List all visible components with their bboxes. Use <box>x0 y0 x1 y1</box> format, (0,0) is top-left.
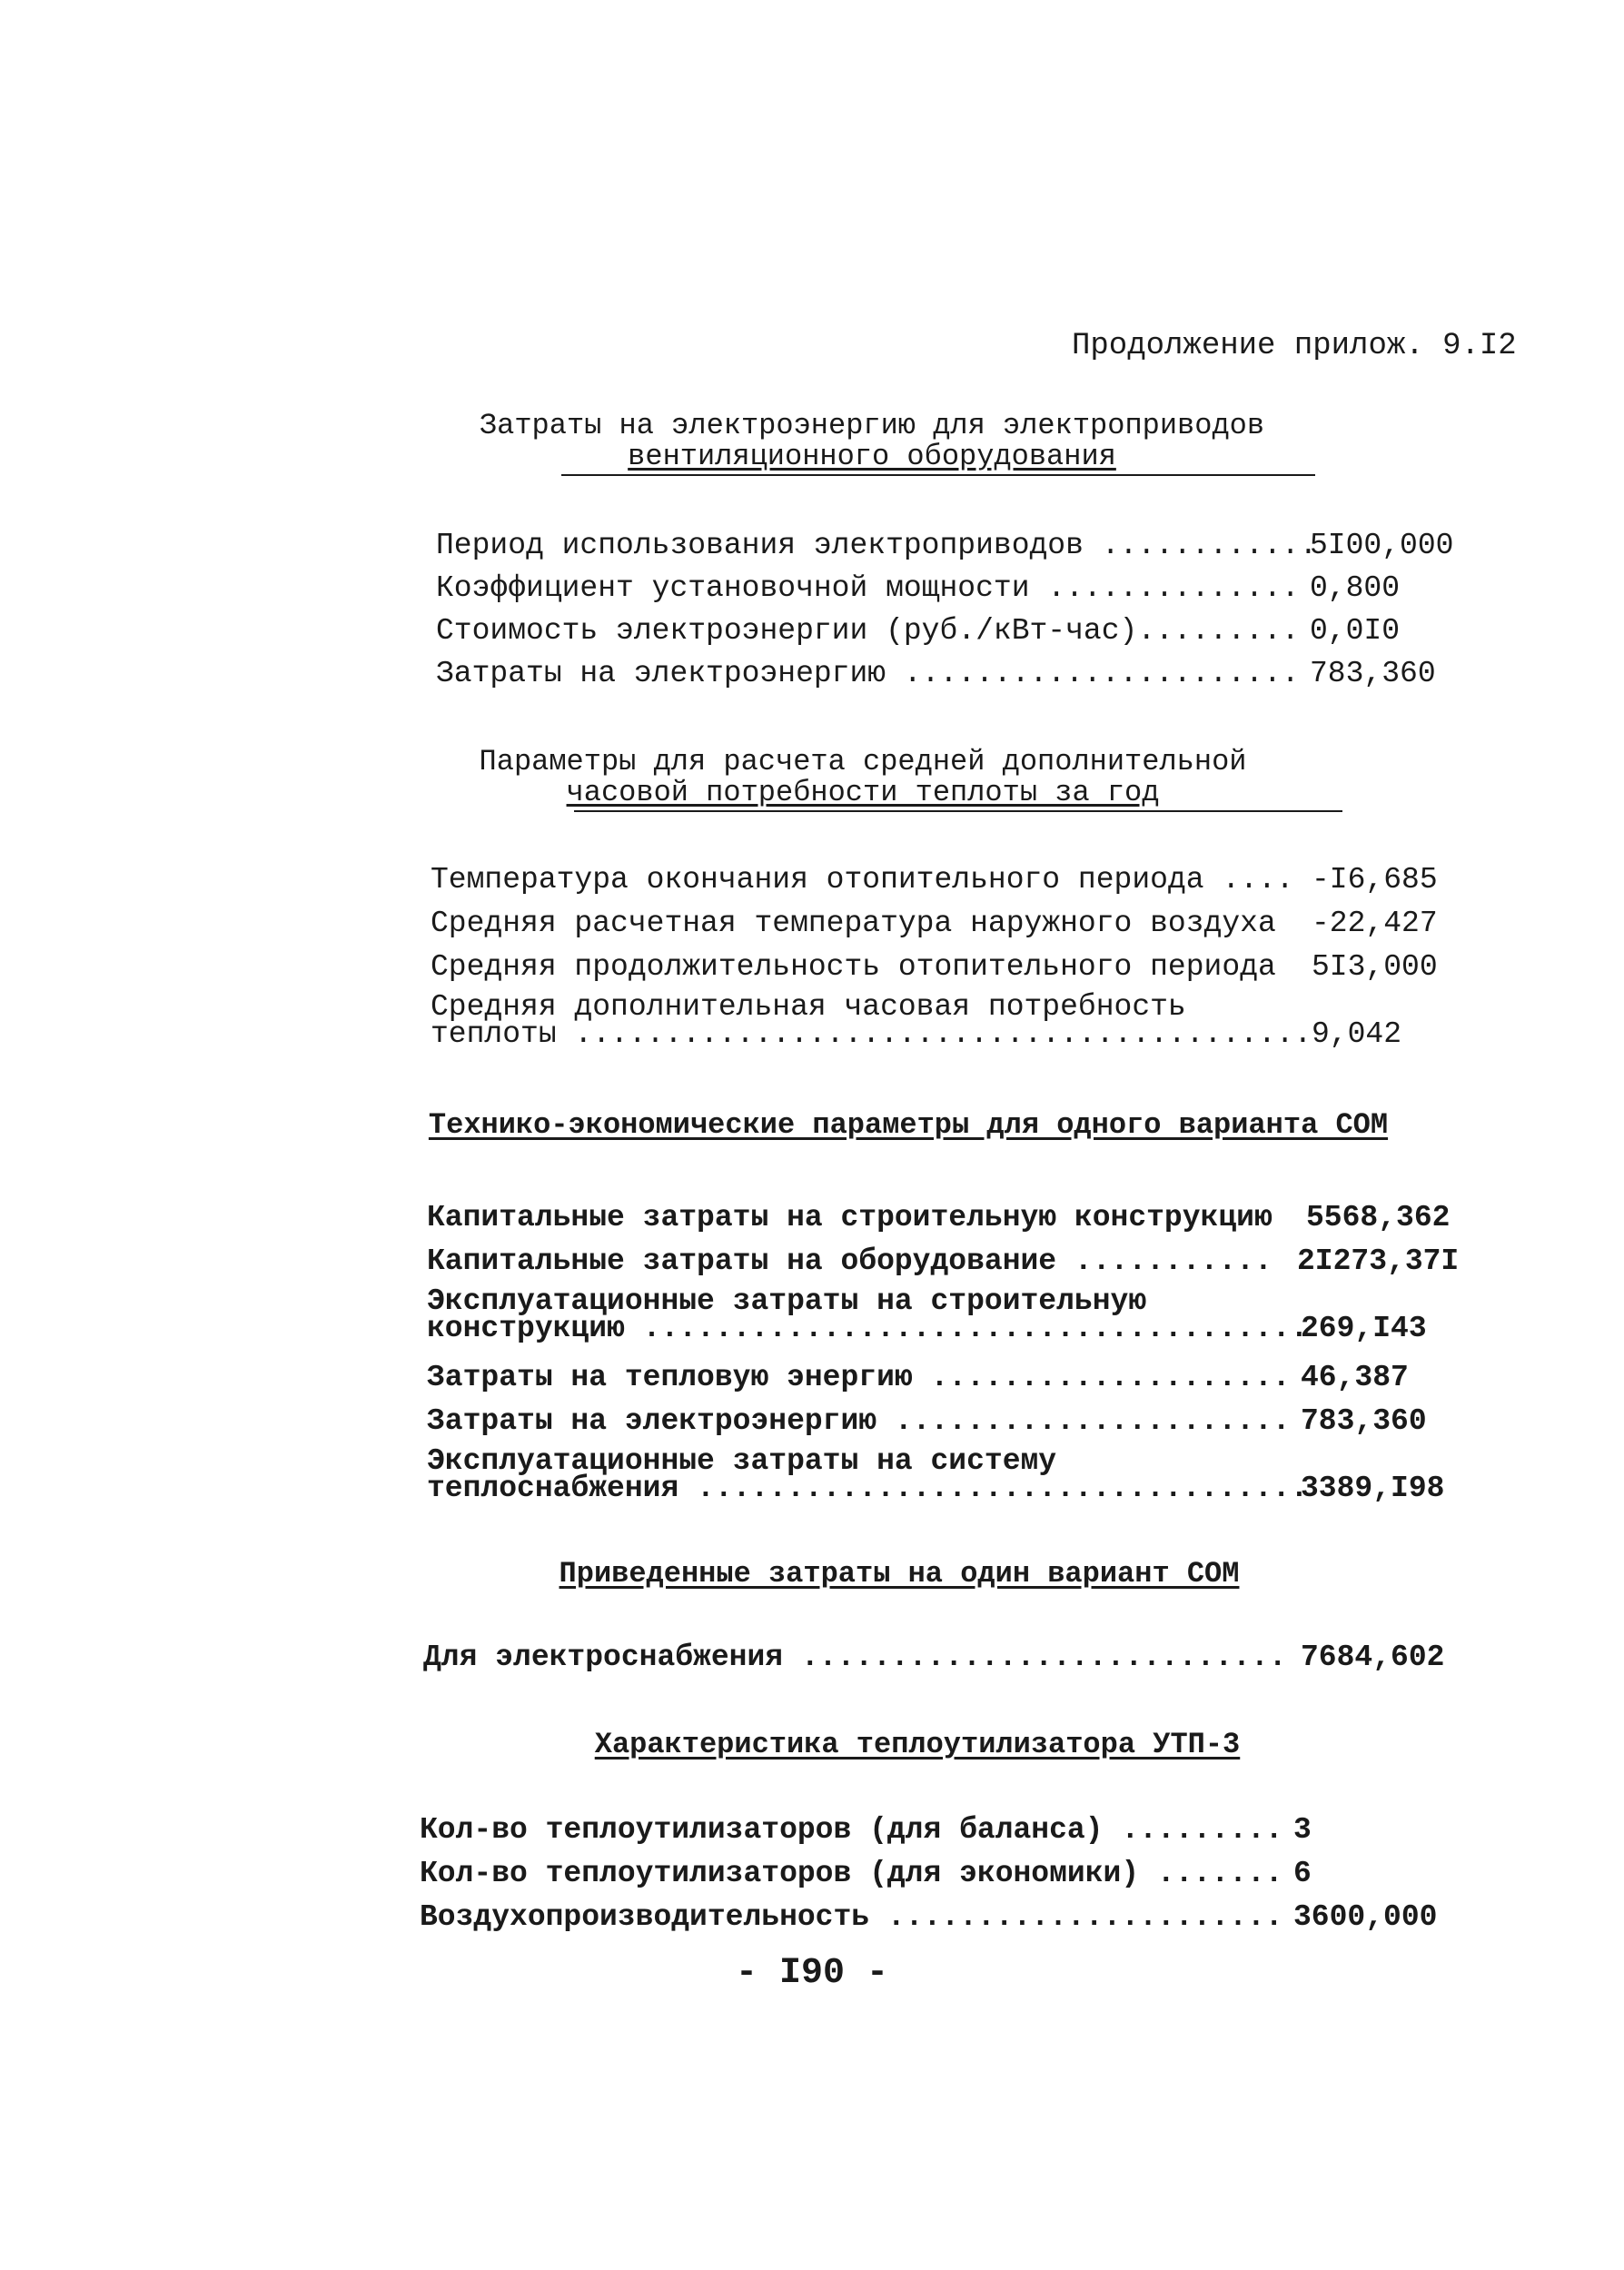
page-number: - I90 - <box>735 1953 889 1994</box>
section-title-heat-demand-parameters <box>318 747 1408 808</box>
section-title-line: Параметры для расчета средней дополнительной <box>479 745 1247 778</box>
row-label: Средняя расчетная температура наружного воздуха <box>431 907 1276 940</box>
row-label: Для электроснабжения ........................... <box>423 1641 1287 1674</box>
row-value: 5I3,000 <box>1312 950 1438 984</box>
row-label: Стоимость электроэнергии (руб./кВт-час)......... <box>436 614 1300 648</box>
row-value: 3600,000 <box>1293 1900 1438 1934</box>
section-title-line: Приведенные затраты на один вариант СОМ <box>559 1557 1240 1591</box>
row-label: Затраты на тепловую энергию .................... <box>427 1361 1291 1394</box>
row-value: 9,042 <box>1312 1017 1402 1051</box>
section-title-reduced-costs <box>354 1559 1444 1590</box>
section-title-line: вентиляционного оборудования <box>628 440 1116 473</box>
row-value: 783,360 <box>1310 657 1436 690</box>
row-label: Капитальные затраты на оборудование ........... <box>427 1244 1272 1278</box>
row-value: 2I273,37I <box>1297 1244 1460 1278</box>
row-value: 3389,I98 <box>1301 1472 1445 1505</box>
section-title-heat-recovery-unit <box>372 1730 1462 1760</box>
section-rule <box>561 474 1315 476</box>
section-title-line: Затраты на электроэнергию для электроприводов <box>479 409 1265 442</box>
section-title-electricity-costs <box>327 411 1417 472</box>
row-value: -I6,685 <box>1312 863 1438 897</box>
row-value: 0,0I0 <box>1310 614 1401 648</box>
section-title-technical-economic-parameters <box>363 1110 1453 1141</box>
row-value: 7684,602 <box>1301 1641 1445 1674</box>
data-row <box>431 990 1402 1103</box>
row-value: -22,427 <box>1312 907 1438 940</box>
row-label: Средняя дополнительная часовая потребность теплоты ......................................... <box>431 990 1312 1051</box>
section-title-line: часовой потребности теплоты за год <box>566 776 1160 809</box>
section-title-line: Технико-экономические параметры для одного варианта СОМ <box>428 1108 1389 1142</box>
row-label: Воздухопроизводительность ...................... <box>420 1900 1283 1934</box>
row-label: Затраты на электроэнергию ...................... <box>436 657 1300 690</box>
appendix-header: Продолжение прилож. 9.I2 <box>1072 329 1517 363</box>
row-value: 6 <box>1293 1857 1312 1890</box>
row-value: 46,387 <box>1301 1361 1409 1394</box>
row-label: Затраты на электроэнергию ...................... <box>427 1404 1291 1438</box>
row-label: Кол-во теплоутилизаторов (для баланса) ......... <box>420 1813 1283 1847</box>
row-label: Средняя продолжительность отопительного периода <box>431 950 1276 984</box>
row-value: 5I00,000 <box>1310 529 1454 562</box>
row-label: Эксплуатационные затраты на строительную конструкцию ..................................... <box>427 1284 1309 1345</box>
row-label: Период использования электроприводов ............ <box>436 529 1318 562</box>
row-value: 3 <box>1293 1813 1312 1847</box>
row-label: Кол-во теплоутилизаторов (для экономики) ....... <box>420 1857 1283 1890</box>
row-label: Температура окончания отопительного периода .... <box>431 863 1294 897</box>
row-label: Эксплуатационные затраты на систему теплоснабжения .................................. <box>427 1444 1309 1505</box>
section-title-line: Характеристика теплоутилизатора УТП-3 <box>594 1728 1241 1761</box>
row-value: 0,800 <box>1310 571 1401 605</box>
row-label: Капитальные затраты на строительную конструкцию <box>427 1201 1272 1234</box>
row-value: 5568,362 <box>1306 1201 1451 1234</box>
data-row <box>427 1444 1445 1557</box>
row-value: 783,360 <box>1301 1404 1427 1438</box>
row-label: Коэффициент установочной мощности .............. <box>436 571 1300 605</box>
section-rule <box>574 810 1342 812</box>
row-value: 269,I43 <box>1301 1312 1427 1345</box>
